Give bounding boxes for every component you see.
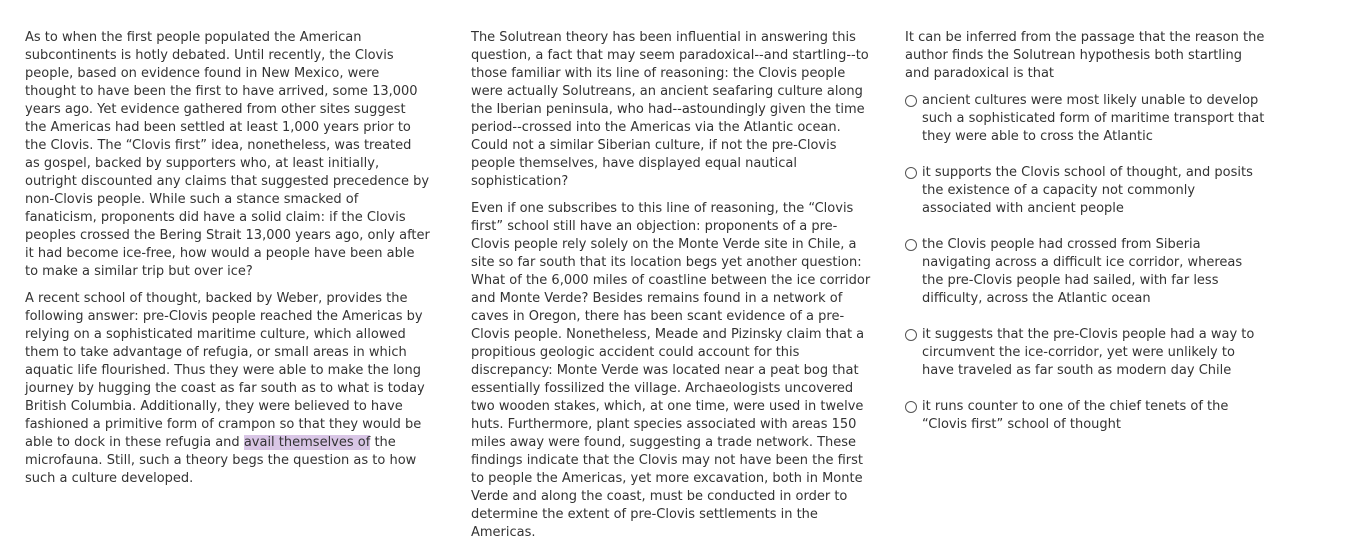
radio-button-d[interactable]: [905, 329, 917, 341]
radio-button-b[interactable]: [905, 167, 917, 179]
passage-column-middle: [471, 29, 876, 551]
passage-paragraph-1: As to when the first people populated the American subcontinents is hotly debated. Until recently, the Clovis people, based on evidence found in New Mexico, were thought to have been the first to have arrived, some 13,000 years ago. Yet evidence gathered from other sites suggest the Americas had been settled at least 1,000 years prior to the Clovis. The “Clovis first” idea, nonetheless, was treated as gospel, backed by supporters who, at least initially, outright discounted any claims that suggested precedence by non-Clovis people. While such a stance smacked of fanaticism, proponents did have a solid claim: if the Clovis peoples crossed the Bering Strait 13,000 years ago, only after it had become ice-free, how would a people have been able to make a similar trip but over ice?: [25, 30, 430, 279]
question-panel: [905, 29, 1265, 452]
radio-button-c[interactable]: [905, 239, 917, 251]
passage-paragraph-3: The Solutrean theory has been influential in answering this question, a fact that may seem paradoxical--and startling--to those familiar with its line of reasoning: the Clovis people were actually Solutreans, an ancient seafaring culture along the Iberian peninsula, who had--astoundingly given the time period--crossed into the Americas via the Atlantic ocean. Could not a similar Siberian culture, if not the pre-Clovis people themselves, have displayed equal nautical sophistication?: [471, 30, 869, 189]
answer-choice-b[interactable]: [905, 164, 1265, 218]
answer-choice-e-text: it runs counter to one of the chief tenets of the “Clovis first” school of thought: [922, 399, 1229, 432]
answer-choice-d-text: it suggests that the pre-Clovis people had a way to circumvent the ice-corridor, yet were unlikely to have traveled as far south as modern day Chile: [922, 327, 1255, 378]
answer-choice-a[interactable]: [905, 92, 1265, 146]
answer-choice-d[interactable]: [905, 326, 1265, 380]
highlighted-phrase: avail themselves of: [243, 435, 371, 450]
answer-choice-e[interactable]: [905, 398, 1265, 434]
passage-paragraph-2-text-b: the microfauna. Still, such a theory begs the question as to how such a culture developed.: [25, 435, 417, 486]
question-stem: It can be inferred from the passage that the reason the author finds the Solutrean hypothesis both startling and paradoxical is that: [905, 30, 1265, 81]
radio-button-e[interactable]: [905, 401, 917, 413]
passage-paragraph-4: Even if one subscribes to this line of reasoning, the “Clovis first” school still have an objection: proponents of a pre-Clovis people rely solely on the Monte Verde site in Chile, a site so far south that its location begs yet another question: What of the 6,000 miles of coastline between the ice corridor and Monte Verde? Besides remains found in a network of caves in Oregon, there has been scant evidence of a pre-Clovis people. Nonetheless, Meade and Pizinsky claim that a propitious geologic accident could account for this discrepancy: Monte Verde was located near a peat bog that essentially fossilized the village. Archaeologists uncovered two wooden stakes, which, at one time, were used in twelve huts. Furthermore, plant species associated with areas 150 miles away were found, suggesting a trade network. These findings indicate that the Clovis may not have been the first to people the Americas, yet more excavation, both in Monte Verde and along the coast, must be conducted in order to determine the extent of pre-Clovis settlements in the Americas.: [471, 201, 871, 540]
passage-column-left: [25, 29, 430, 497]
answer-choice-a-text: ancient cultures were most likely unable to develop such a sophisticated form of maritime transport that they were able to cross the Atlantic: [922, 93, 1265, 144]
answer-choice-c-text: the Clovis people had crossed from Siberia navigating across a difficult ice corridor, whereas the pre-Clovis people had sailed, with far less difficulty, across the Atlantic ocean: [922, 237, 1243, 306]
answer-choice-c[interactable]: [905, 236, 1265, 308]
passage-paragraph-2-text-a: A recent school of thought, backed by Weber, provides the following answer: pre-Clovis people reached the Americas by relying on a sophisticated maritime culture, which allowed them to take advantage of refugia, or small areas in which aquatic life flourished. Thus they were able to make the long journey by hugging the coast as far south as to what is today British Columbia. Additionally, they were believed to have fashioned a primitive form of crampon so that they would be able to dock in these refugia and: [25, 291, 425, 450]
answer-choice-b-text: it supports the Clovis school of thought, and posits the existence of a capacity not commonly associated with ancient people: [922, 165, 1253, 216]
passage-paragraph-2: [25, 290, 430, 488]
radio-button-a[interactable]: [905, 95, 917, 107]
